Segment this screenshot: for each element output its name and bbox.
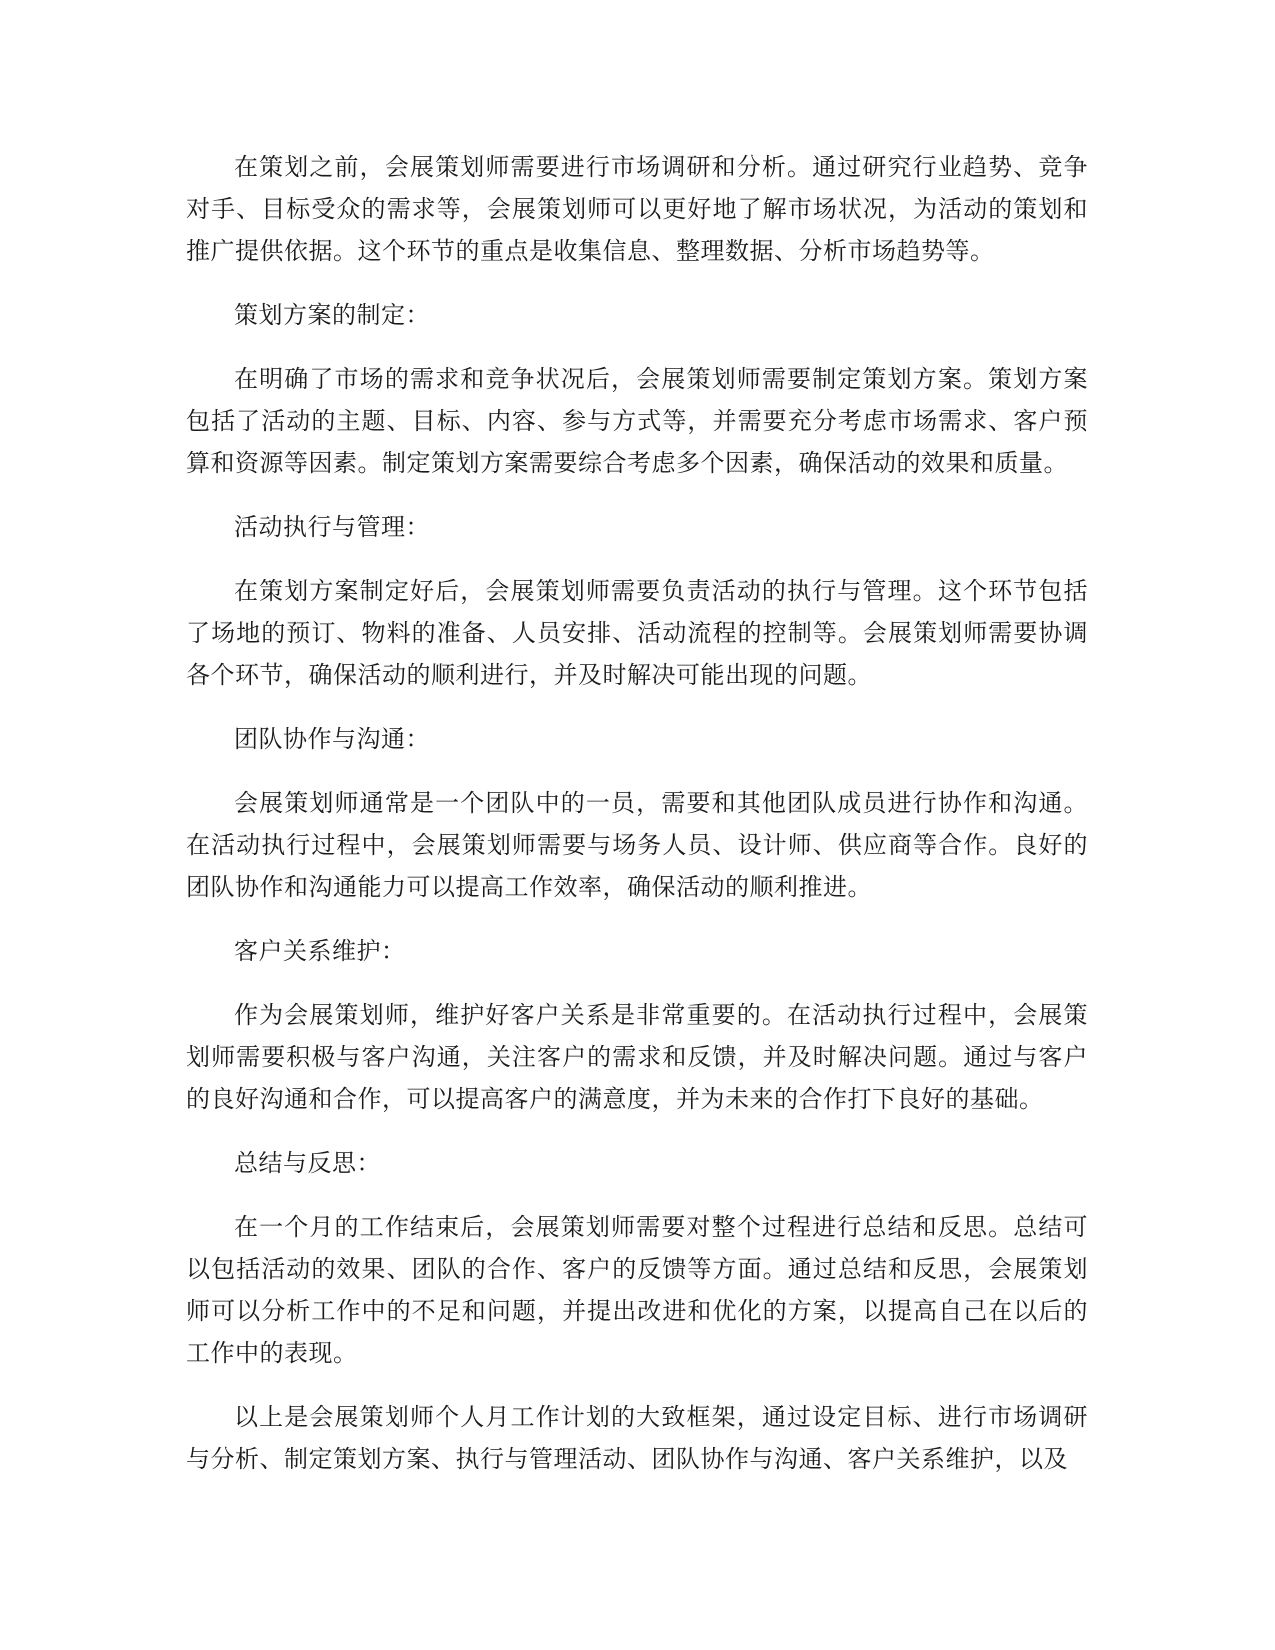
paragraph-teamwork: 会展策划师通常是一个团队中的一员，需要和其他团队成员进行协作和沟通。在活动执行过程中，会展策划师需要与场务人员、设计师、供应商等合作。良好的团队协作和沟通能力可以提高工作效率，确保活动的顺利推进。 — [186, 789, 1088, 901]
section-heading-execution-management: 活动执行与管理： — [234, 513, 430, 541]
paragraph-client-relations: 作为会展策划师，维护好客户关系是非常重要的。在活动执行过程中，会展策划师需要积极与客户沟通，关注客户的需求和反馈，并及时解决问题。通过与客户的良好沟通和合作，可以提高客户的满意度，并为未来的合作打下良好的基础。 — [186, 1001, 1088, 1113]
section-heading-client-relations: 客户关系维护： — [234, 937, 406, 965]
section-heading-teamwork: 团队协作与沟通： — [234, 725, 430, 753]
document-body — [186, 146, 1088, 1502]
section-heading-plan-formulation: 策划方案的制定： — [234, 301, 430, 329]
paragraph-market-research: 在策划之前，会展策划师需要进行市场调研和分析。通过研究行业趋势、竞争对手、目标受众的需求等，会展策划师可以更好地了解市场状况，为活动的策划和推广提供依据。这个环节的重点是收集信息、整理数据、分析市场趋势等。 — [186, 153, 1088, 265]
section-heading-summary-reflection: 总结与反思： — [234, 1149, 381, 1177]
paragraph-execution-management: 在策划方案制定好后，会展策划师需要负责活动的执行与管理。这个环节包括了场地的预订、物料的准备、人员安排、活动流程的控制等。会展策划师需要协调各个环节，确保活动的顺利进行，并及时解决可能出现的问题。 — [186, 577, 1088, 689]
paragraph-summary-reflection: 在一个月的工作结束后，会展策划师需要对整个过程进行总结和反思。总结可以包括活动的效果、团队的合作、客户的反馈等方面。通过总结和反思，会展策划师可以分析工作中的不足和问题，并提出改进和优化的方案，以提高自己在以后的工作中的表现。 — [186, 1213, 1088, 1367]
paragraph-plan-formulation: 在明确了市场的需求和竞争状况后，会展策划师需要制定策划方案。策划方案包括了活动的主题、目标、内容、参与方式等，并需要充分考虑市场需求、客户预算和资源等因素。制定策划方案需要综合考虑多个因素，确保活动的效果和质量。 — [186, 365, 1088, 477]
paragraph-conclusion: 以上是会展策划师个人月工作计划的大致框架，通过设定目标、进行市场调研与分析、制定策划方案、执行与管理活动、团队协作与沟通、客户关系维护，以及 — [186, 1403, 1088, 1473]
